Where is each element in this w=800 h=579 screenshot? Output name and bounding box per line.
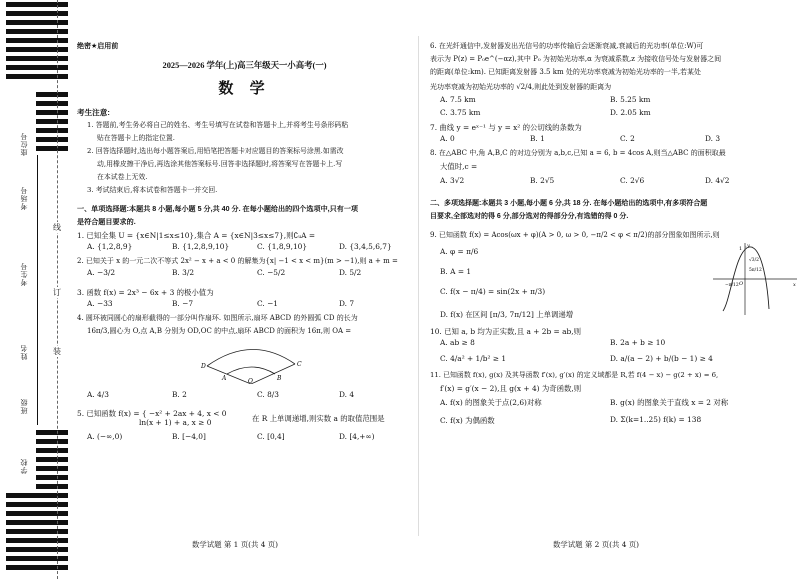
- question-6: 6. 在光纤通信中,发射器发出光信号的功率传输后会逐渐衰减,衰减后的光功率(单位:W)可: [430, 42, 704, 50]
- option: A. (−∞,0): [87, 432, 123, 441]
- barcode-bar: [6, 556, 68, 561]
- barcode-bar: [36, 119, 68, 124]
- options-row: [77, 384, 412, 406]
- barcode-bar: [6, 493, 68, 498]
- page-footer-left: 数学试题 第 1 页(共 4 页): [192, 540, 279, 549]
- seat-label: 座位号: [21, 132, 28, 156]
- question-5-head: 5. 已知函数 f(x) = { −x² + 2ax + 4, x < 0: [77, 409, 227, 418]
- radius-od: [207, 366, 251, 384]
- barcode-bar: [6, 565, 68, 570]
- option: D. 3: [705, 134, 721, 143]
- option: C. 4/a² + 1/b² ≥ 1: [440, 354, 507, 363]
- right-column: [430, 40, 796, 427]
- question-8-cont: 大值时,c =: [440, 162, 478, 171]
- options-row: [77, 432, 412, 445]
- root-label: 5π/12: [749, 268, 762, 273]
- barcode-bar: [6, 502, 68, 507]
- barcode-bar: [36, 146, 68, 151]
- option: B. 2: [172, 390, 187, 399]
- question-11-cont: f′(x) = g′(x − 2),且 g(x + 4) 为奇函数,则: [440, 384, 582, 393]
- option: B. 5.25 km: [610, 95, 651, 104]
- question-9-body: [430, 243, 796, 325]
- label-a: A: [222, 375, 227, 382]
- option: C. f(x − π/4) = sin(2x + π/3): [440, 287, 546, 296]
- options-row: [430, 338, 790, 351]
- option: D. 7: [339, 299, 355, 308]
- notice-line: 在本试卷上无效.: [97, 173, 148, 181]
- option: D. {3,4,5,6,7}: [339, 242, 392, 251]
- option: D. a/(a − 2) + b/(b − 1) ≥ 4: [610, 354, 713, 363]
- option: B. 3/2: [172, 268, 195, 277]
- binding-strip: [0, 0, 68, 579]
- option: D. 4√2: [705, 176, 730, 185]
- option: A. φ = π/6: [440, 247, 479, 256]
- sector-ring-figure: [77, 338, 412, 384]
- student-id-label: 考生号: [21, 262, 28, 286]
- page-footer-right: 数学试题 第 2 页(共 4 页): [553, 540, 640, 549]
- barcode-bar: [6, 520, 68, 525]
- question-4: 4. 圆环被同圆心的扇形截得的一部分叫作扇环. 如图所示,扇环 ABCD 的外圆弧 CD 的长为: [77, 314, 358, 322]
- option: C. [0,4]: [257, 432, 285, 441]
- barcode-bar: [36, 439, 68, 444]
- barcode-bar: [36, 101, 68, 106]
- x-label: x: [793, 282, 796, 288]
- options-row: [77, 299, 412, 312]
- notice-line: 1. 答题前,考生务必将自己的姓名、考生号填写在试卷和答题卡上,并将考生号条形码粘: [87, 121, 349, 129]
- option: C. 2: [620, 134, 635, 143]
- question-6-cont: 表示为 P(z) = P₀e^(−αz),其中 P₀ 为初始光功率,α 为衰减系数,z 为接收信号处与发射器之间: [430, 55, 722, 63]
- cut-mark-staple: 订: [53, 288, 61, 297]
- question-2: 2. 已知关于 x 的一元二次不等式 2x² − x + a < 0 的解集为{x| −1 < x < m}(m > −1),则 a + m =: [77, 257, 398, 265]
- label-b: B: [277, 375, 282, 382]
- option: A. 3√2: [440, 176, 465, 185]
- y-label: y: [747, 243, 750, 249]
- question-6-cont: 光功率衰减为初始光功率的 √2/4,则此处到发射器的距离为: [430, 83, 612, 91]
- notice-line: 3. 考试结束后,将本试卷和答题卡一并交回.: [87, 186, 218, 194]
- barcode-bar: [36, 430, 68, 435]
- question-5: [77, 406, 412, 432]
- inner-arc: [227, 367, 275, 374]
- exam-room-label: 考场号: [21, 186, 28, 210]
- section-1-heading-cont: 是符合题目要求的.: [77, 218, 136, 226]
- options-row: [430, 95, 790, 108]
- option: D. 4: [339, 390, 355, 399]
- name-label: 姓名: [21, 344, 28, 360]
- option: A. 7.5 km: [440, 95, 476, 104]
- subject-title: 数 学: [218, 80, 271, 97]
- outer-arc: [207, 349, 295, 366]
- label-d: D: [201, 363, 206, 370]
- option: A. 4/3: [87, 390, 109, 399]
- option: A. {1,2,8,9}: [87, 242, 133, 251]
- barcode-bar: [36, 475, 68, 480]
- options-row: [430, 351, 790, 369]
- radius-oc: [251, 364, 295, 384]
- option: B. −7: [172, 299, 194, 308]
- question-7: 7. 曲线 y = eˣ⁻¹ 与 y = x² 的公切线的条数为: [430, 123, 582, 132]
- question-4-cont: 16π/3,圆心为 O,点 A,B 分别为 OD,OC 的中点,扇环 ABCD 的面积为 16π,则 OA =: [87, 327, 352, 335]
- barcode-bar: [6, 29, 68, 34]
- cut-mark-bind: 装: [53, 347, 61, 356]
- barcode-bar: [6, 2, 68, 7]
- barcode-bar: [36, 484, 68, 489]
- origin-label: O: [739, 281, 744, 287]
- barcode-bar: [6, 538, 68, 543]
- option: A. f(x) 的图象关于点(2,6)对称: [440, 398, 542, 407]
- options-row: [430, 108, 790, 121]
- barcode-bar: [6, 529, 68, 534]
- question-8: 8. 在△ABC 中,角 A,B,C 的对边分别为 a,b,c,已知 a = 6, b = 4cos A,则当△ABC 的面积取最: [430, 149, 726, 157]
- barcode-bar: [6, 20, 68, 25]
- options-row: [430, 134, 790, 147]
- label-c: C: [297, 361, 302, 368]
- field-line: [37, 155, 38, 425]
- option: D. f(x) 在区间 [π/3, 7π/12] 上单调递增: [440, 310, 574, 319]
- question-1: 1. 已知全集 U = {x∈N|1≤x≤10},集合 A = {x∈N|3≤x≤7},则∁ᵤA =: [77, 231, 316, 240]
- question-11: 11. 已知函数 f(x), g(x) 及其导函数 f′(x), g′(x) 的定义域都是 R,若 f(4 − x) − g(2 + x) = 6,: [430, 371, 719, 379]
- option: C. 8/3: [257, 390, 279, 399]
- question-6-cont: 的距离(单位:km). 已知距离发射器 3.5 km 处的光功率衰减为初始光功率的一半,若某处: [430, 68, 702, 76]
- barcode-bar: [36, 137, 68, 142]
- barcode-bar: [36, 466, 68, 471]
- sqrt-label: √3/2: [749, 258, 759, 263]
- option: A. ab ≥ 8: [440, 338, 475, 347]
- barcode-bar: [6, 74, 68, 79]
- option: B. 2√5: [530, 176, 555, 185]
- neg-label: −π/12: [725, 283, 739, 288]
- barcode-bar: [36, 128, 68, 133]
- option: A. −33: [87, 299, 113, 308]
- barcode-bar: [6, 11, 68, 16]
- option: C. −1: [257, 299, 278, 308]
- option: D. Σ(k=1..25) f(k) = 138: [610, 415, 702, 424]
- one-label: 1: [739, 246, 743, 252]
- option: A. −3/2: [87, 268, 116, 277]
- label-o: O: [248, 378, 253, 384]
- cut-mark-line: 线: [53, 223, 61, 232]
- options-row: [77, 268, 412, 286]
- option: B. {1,2,8,9,10}: [172, 242, 230, 251]
- question-10: 10. 已知 a, b 均为正实数,且 a + 2b = ab,则: [430, 327, 581, 336]
- section-1-heading: 一、单项选择题:本题共 8 小题,每小题 5 分,共 40 分. 在每小题给出的四个选项中,只有一项: [77, 205, 359, 213]
- class-label: 班级: [21, 398, 28, 414]
- left-column: [77, 40, 412, 445]
- section-2-heading-cont: 目要求,全部选对的得 6 分,部分选对的得部分分,有选错的得 0 分.: [430, 213, 629, 220]
- option: C. 2√6: [620, 176, 645, 185]
- options-row: [77, 242, 412, 255]
- option: D. [4,+∞): [339, 432, 375, 441]
- barcode-bar: [6, 65, 68, 70]
- option: B. [−4,0]: [172, 432, 206, 441]
- question-3: 3. 函数 f(x) = 2x³ − 6x + 3 的极小值为: [77, 288, 214, 297]
- school-label: 学校: [21, 458, 28, 474]
- option: D. 2.05 km: [610, 108, 651, 117]
- column-divider: [418, 36, 419, 536]
- question-9: 9. 已知函数 f(x) = Acos(ωx + φ)(A > 0, ω > 0, −π/2 < φ < π/2)的部分图象如图所示,则: [430, 231, 720, 239]
- barcode-bar: [36, 457, 68, 462]
- options-row: [430, 173, 790, 191]
- barcode-bar: [6, 38, 68, 43]
- section-2-heading: 二、多项选择题:本题共 3 小题,每小题 6 分,共 18 分. 在每小题给出的选项中,有多项符合题: [430, 200, 708, 207]
- cosine-graph: [705, 239, 800, 319]
- barcode-bar: [6, 511, 68, 516]
- option: C. −5/2: [257, 268, 286, 277]
- secret-mark: 绝密★启用前: [77, 43, 119, 50]
- barcode-bar: [6, 56, 68, 61]
- option: C. 3.75 km: [440, 108, 481, 117]
- option: C. {1,8,9,10}: [257, 242, 308, 251]
- question-5-piece: ln(x + 1) + a, x ≥ 0: [139, 418, 212, 427]
- notice-title: 考生注意:: [77, 108, 110, 117]
- option: A. 0: [440, 134, 455, 143]
- option: B. g(x) 的图象关于直线 x = 2 对称: [610, 398, 729, 407]
- barcode-bar: [6, 47, 68, 52]
- options-row: [430, 411, 790, 427]
- option: B. A = 1: [440, 267, 472, 276]
- option: C. f(x) 为偶函数: [440, 416, 495, 425]
- notice-line: 动,用橡皮擦干净后,再选涂其他答案标号.回答非选择题时,将答案写在答题卡上.写: [97, 160, 343, 168]
- exam-title: 2025—2026 学年(上)高三年级天一小高考(一): [162, 61, 327, 70]
- barcode-bar: [6, 547, 68, 552]
- question-5-tail: 在 R 上单调递增,则实数 a 的取值范围是: [252, 414, 385, 423]
- barcode-bar: [36, 448, 68, 453]
- options-row: [430, 395, 790, 411]
- barcode-bar: [36, 92, 68, 97]
- option: B. 1: [530, 134, 545, 143]
- notice-line: 2. 回答选择题时,选出每小题答案后,用铅笔把答题卡对应题目的答案标号涂黑.如需改: [87, 147, 344, 155]
- notice-line: 贴在答题卡上的指定位置.: [97, 134, 175, 142]
- option: D. 5/2: [339, 268, 362, 277]
- barcode-bar: [36, 110, 68, 115]
- option: B. 2a + b ≥ 10: [610, 338, 666, 347]
